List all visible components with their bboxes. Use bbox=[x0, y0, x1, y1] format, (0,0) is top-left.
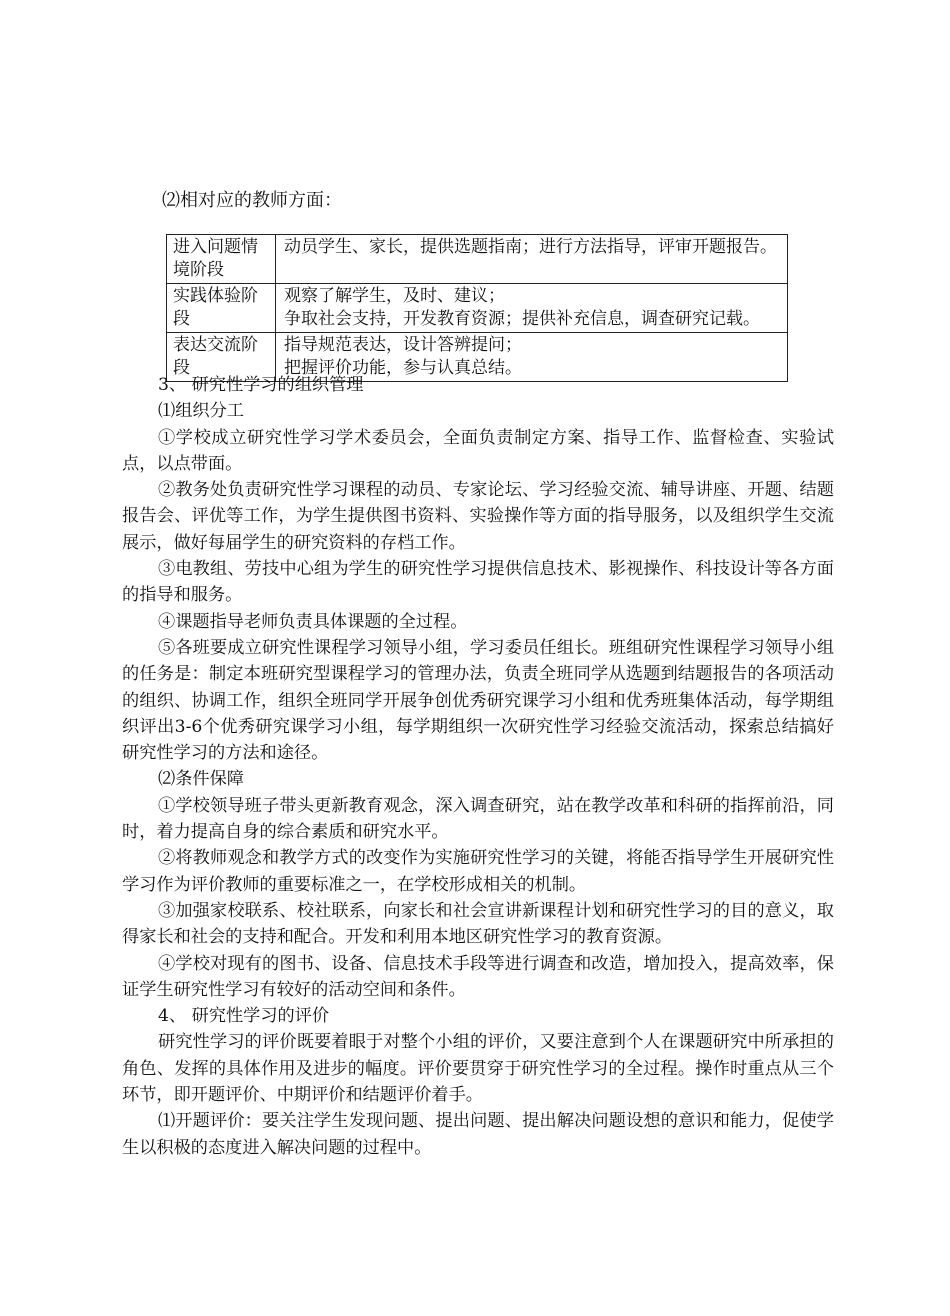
section-3-heading: 3、 研究性学习的组织管理 bbox=[158, 375, 364, 395]
section-4-heading: 4、 研究性学习的评价 bbox=[158, 1006, 330, 1027]
stage-cell: 进入问题情境阶段 bbox=[167, 235, 276, 284]
paragraph: ③电教组、劳技中心组为学生的研究性学习提供信息技术、影视操作、科技设计等各方面的指导和服务。 bbox=[122, 559, 834, 606]
paragraph: ②教务处负责研究性学习课程的动员、专家论坛、学习经验交流、辅导讲座、开题、结题报告会、评优等工作，为学生提供图书资料、实验操作等方面的指导服务，以及组织学生交流展示，做好每届学生的研究资料的存档工作。 bbox=[122, 480, 834, 553]
paragraph: ⑴开题评价：要关注学生发现问题、提出问题、提出解决问题设想的意识和能力，促使学生以积极的态度进入解决问题的过程中。 bbox=[122, 1111, 834, 1158]
section-heading: ⑵相对应的教师方面： bbox=[162, 190, 342, 211]
task-line: 观察了解学生，及时、建议； bbox=[284, 286, 505, 306]
body-text bbox=[122, 372, 834, 1161]
teacher-aspect-table bbox=[166, 234, 788, 382]
paragraph: 研究性学习的评价既要着眼于对整个小组的评价，又要注意到个人在课题研究中所承担的角色、发挥的具体作用及进步的幅度。评价要贯穿于研究性学习的全过程。操作时重点从三个环节，即开题评价、中期评价和结题评价着手。 bbox=[122, 1032, 834, 1106]
table-row bbox=[167, 284, 788, 333]
stage-cell: 实践体验阶段 bbox=[167, 284, 276, 333]
table-row bbox=[167, 235, 788, 284]
paragraph: ①学校成立研究性学习学术委员会，全面负责制定方案、指导工作、监督检查、实验试点，以点带面。 bbox=[122, 427, 834, 474]
task-line: 把握评价功能，参与认真总结。 bbox=[284, 358, 522, 378]
subsection-heading: ⑴组织分工 bbox=[158, 401, 244, 422]
task-line: 动员学生、家长，提供选题指南；进行方法指导，评审开题报告。 bbox=[284, 237, 777, 257]
task-cell bbox=[276, 284, 788, 333]
paragraph: ③加强家校联系、校社联系，向家长和社会宣讲新课程计划和研究性学习的目的意义，取得家长和社会的支持和配合。开发和利用本地区研究性学习的教育资源。 bbox=[122, 900, 834, 948]
paragraph: ①学校领导班子带头更新教育观念，深入调查研究，站在教学改革和科研的指挥前沿，同时，着力提高自身的综合素质和研究水平。 bbox=[122, 795, 834, 843]
task-line: 争取社会支持，开发教育资源；提供补充信息，调查研究记载。 bbox=[284, 309, 760, 329]
paragraph: ⑤各班要成立研究性课程学习领导小组，学习委员任组长。班组研究性课程学习领导小组的任务是：制定本班研究型课程学习的管理办法，负责全班同学从选题到结题报告的各项活动的组织、协调工作，组织全班同学开展争创优秀研究课学习小组和优秀班集体活动，每学期组织评出3-6个优秀研究课学习小组，每学期组织一次研究性学习经验交流活动，探索总结搞好研究性学习的方法和途径。 bbox=[122, 637, 834, 764]
paragraph: ④学校对现有的图书、设备、信息技术手段等进行调查和改造，增加投入，提高效率，保证学生研究性学习有较好的活动空间和条件。 bbox=[122, 953, 834, 1000]
task-line: 指导规范表达，设计答辨提问； bbox=[284, 335, 522, 355]
stage-cell: 表达交流阶段 bbox=[167, 333, 276, 382]
paragraph: ④课题指导老师负责具体课题的全过程。 bbox=[158, 611, 468, 632]
subsection-heading: ⑵条件保障 bbox=[158, 769, 244, 790]
task-cell bbox=[276, 235, 788, 284]
paragraph: ②将教师观念和教学方式的改变作为实施研究性学习的关键，将能否指导学生开展研究性学习作为评价教师的重要标准之一，在学校形成相关的机制。 bbox=[122, 848, 834, 895]
